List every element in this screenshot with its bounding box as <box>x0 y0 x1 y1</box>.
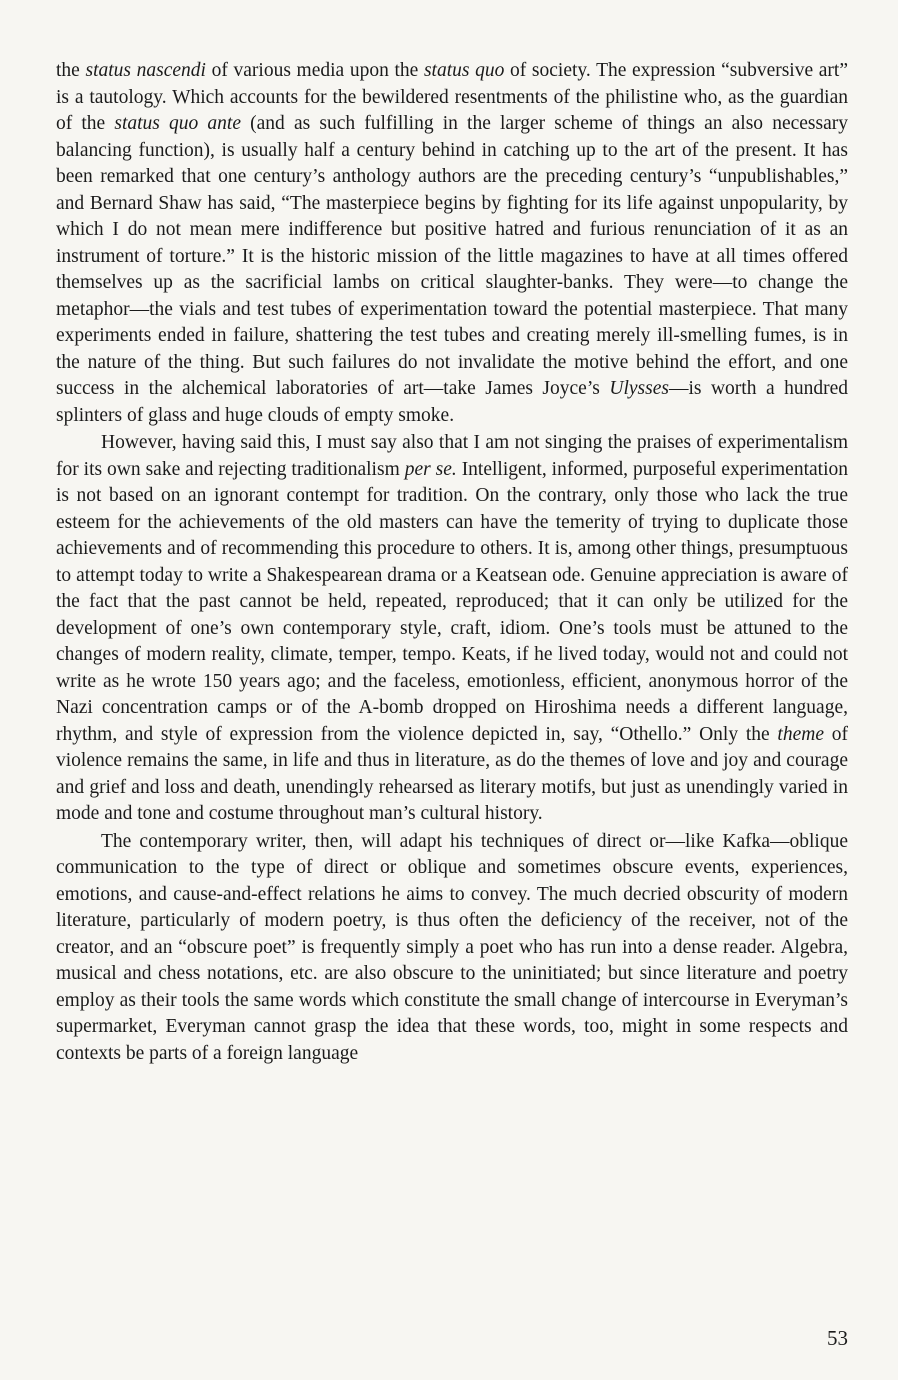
italic-phrase: status quo ante <box>114 113 242 134</box>
text-segment: —is worth a hundred splinters of glass and huge clouds of empty smoke. <box>56 378 849 426</box>
text-segment: The contemporary writer, then, will adapt his techniques of direct or—like Kafka—oblique communication to the type of direct or oblique and sometimes obscure events, experiences, emotions, and cause-and-effect relations he aims to convey. The much decried obscurity of modern literature, particularly of modern poetry, is thus often the deficiency of the receiver, not of the creator, and an “obscure poet” is frequently simply a poet who has run into a dense reader. Algebra, musical and chess notations, etc. are also obscure to the uninitiated; but since literature and poetry employ as their tools the same words which constitute the small change of intercourse in Everyman’s supermarket, Everyman cannot grasp the idea that these words, too, might in some respects and contexts be parts of a foreign language <box>56 830 848 1064</box>
paragraph-2 <box>56 430 848 828</box>
italic-phrase: theme <box>777 723 824 745</box>
italic-phrase: status nascendi <box>85 60 206 81</box>
italic-phrase: status quo <box>423 60 505 81</box>
page-number: 53 <box>827 1326 848 1350</box>
italic-phrase: per se. <box>404 458 457 480</box>
paragraph-3 <box>56 829 848 1068</box>
paragraph-1 <box>56 58 848 429</box>
text-segment: of violence remains the same, in life and thus in literature, as do the themes of love and joy and courage and grief and loss and death, unendingly rehearsed as literary motifs, but just as unendingly varied in mode and tone and costume throughout man’s cultural history. <box>56 723 848 824</box>
text-segment: (and as such fulfilling in the larger scheme of things an also necessary balancing function), is usually half a century behind in catching up to the art of the present. It has been remarked that one century’s anthology authors are the preceding century’s “unpublishables,” and Bernard Shaw has said, “The masterpiece begins by fighting for its life against unpopularity, by which I do not mean mere indifference but positive hatred and furious renunciation of it as an instrument of torture.” It is the historic mission of the little magazines to have at all times offered themselves up as the sacrificial lambs on critical slaughter-banks. They were—to change the metaphor—the vials and test tubes of experimentation toward the potential masterpiece. That many experiments ended in failure, shattering the test tubes and creating merely ill-smelling fumes, is in the nature of the thing. But such failures do not invalidate the motive behind the effort, and one success in the alchemical laboratories of art—take James Joyce’s <box>56 113 849 399</box>
text-segment: However, having said this, I must say also that I am not singing the praises of experimentalism for its own sake and rejecting traditionalism <box>56 432 848 480</box>
text-segment: of various media upon the <box>205 60 424 81</box>
text-segment: of society. The expression “subversive art” is a tautology. Which accounts for the bewildered resentments of the philistine who, as the guardian of the <box>56 60 848 134</box>
text-segment: the <box>56 60 86 81</box>
text-segment: Intelligent, informed, purposeful experimentation is not based on an ignorant contempt for tradition. On the contrary, only those who lack the true esteem for the achievements of the old masters can have the temerity of trying to duplicate those achievements and of recommending this procedure to others. It is, among other things, presumptuous to attempt today to write a Shakespearean drama or a Keatsean ode. Genuine appreciation is aware of the fact that the past cannot be held, repeated, reproduced; that it can only be utilized for the development of one’s own contemporary style, craft, idiom. One’s tools must be attuned to the changes of modern reality, climate, temper, tempo. Keats, if he lived today, would not and could not write as he wrote 150 years ago; and the faceless, emotionless, efficient, anonymous horror of the Nazi concentration camps or of the A-bomb dropped on Hiroshima needs a different language, rhythm, and style of expression from the violence depicted in, say, “Othello.” Only the <box>56 458 848 745</box>
italic-title: Ulysses <box>609 378 669 399</box>
page-body <box>56 58 848 1067</box>
